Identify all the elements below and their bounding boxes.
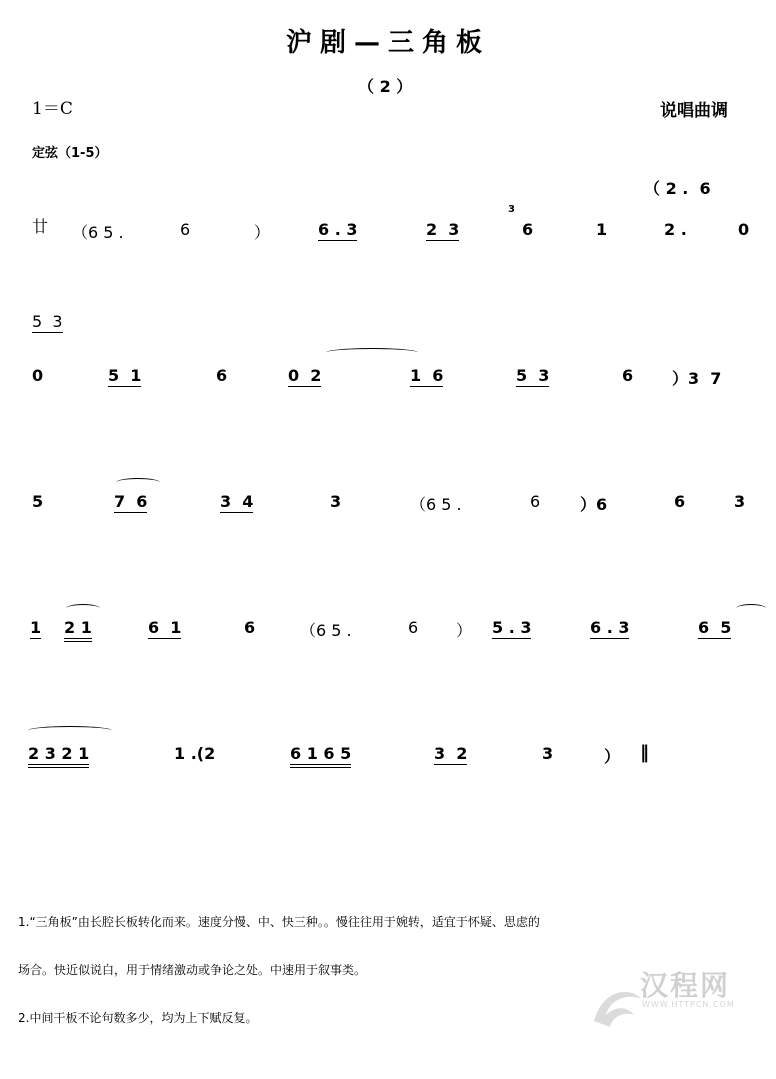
score-token: ）: [456, 621, 473, 640]
slur-mark: [28, 726, 112, 735]
footnote-line: 2.中间干板不论句数多少，均为上下赋反复。: [18, 1011, 258, 1025]
score-token: 6: [674, 492, 686, 511]
score-token: 5 1: [108, 366, 142, 385]
score-token: 2 .: [664, 220, 687, 239]
score-token: 6 1 6 5: [290, 744, 351, 768]
score-token: 1 .(2: [174, 744, 216, 763]
watermark-url: WWW.HTTPCN.COM: [642, 1000, 735, 1009]
score-token: 0: [32, 366, 44, 385]
score-token: 1: [596, 220, 608, 239]
watermark-text: 汉程网: [640, 969, 731, 1002]
page-subtitle: （ 2 ）: [358, 77, 413, 96]
genre-label: 说唱曲调: [660, 101, 728, 121]
score-token: 6 . 3: [590, 618, 630, 637]
score-token: ）: [254, 223, 271, 242]
slur-mark: [116, 478, 160, 487]
score-token: （6 5 .: [410, 495, 462, 514]
score-token: 5 3: [516, 366, 550, 385]
pickup-notes: （ 2 . 6: [644, 179, 711, 198]
slur-mark: [326, 348, 418, 357]
score-token: 0 2: [288, 366, 322, 385]
score-token: 6: [180, 220, 191, 239]
slur-mark: [736, 604, 766, 613]
key-signature: 1＝C: [32, 99, 73, 119]
score-token: 0: [738, 220, 750, 239]
score-token: 6: [530, 492, 541, 511]
score-token: 5 3: [32, 312, 63, 331]
score-token: 3 2: [434, 744, 468, 763]
score-token: 7 6: [114, 492, 148, 511]
score-token: 1: [30, 618, 42, 637]
footnote-line: 1.“三角板”由长腔长板转化而来。速度分慢、中、快三种。。慢往往用于婉转，适宜于怀疑、思虑的: [18, 915, 540, 929]
grace-note: 3: [508, 204, 515, 215]
score-token: 6 5: [698, 618, 732, 637]
end-barline: ‖: [640, 742, 649, 763]
score-token: ）6: [580, 495, 608, 514]
score-token: （6 5 .: [300, 621, 352, 640]
score-token: 2 3: [426, 220, 460, 239]
score-token: 5: [32, 492, 44, 511]
score-token: 6: [244, 618, 256, 637]
footnotes: [18, 882, 540, 1042]
score-token: 3 4: [220, 492, 254, 511]
score-token: 6 1: [148, 618, 182, 637]
score-token: 6: [522, 220, 534, 239]
score-token: （6 5 .: [72, 223, 124, 242]
score-token: 6: [216, 366, 228, 385]
slur-mark: [66, 604, 100, 613]
score-token: 2 1: [64, 618, 92, 642]
score-token: 6: [408, 618, 419, 637]
score-token: 3: [330, 492, 342, 511]
free-meter-mark: 廿: [32, 217, 49, 236]
page-title: 沪剧—三角板: [285, 28, 490, 58]
tuning-label: 定弦（1-5）: [32, 146, 108, 161]
score-token: 3: [542, 744, 554, 763]
score-token: 1 6: [410, 366, 444, 385]
score-token: 3: [734, 492, 746, 511]
score-token: 5 . 3: [492, 618, 532, 637]
footnote-line: 场合。快近似说白，用于情绪激动或争论之处。中速用于叙事类。: [18, 963, 367, 977]
score-token: 6 . 3: [318, 220, 358, 239]
score-token: 6: [622, 366, 634, 385]
score-token: 2 3 2 1: [28, 744, 89, 768]
score-token: ）: [604, 747, 621, 766]
watermark-logo: [578, 962, 758, 1018]
score-token: ）3 7: [672, 369, 722, 388]
